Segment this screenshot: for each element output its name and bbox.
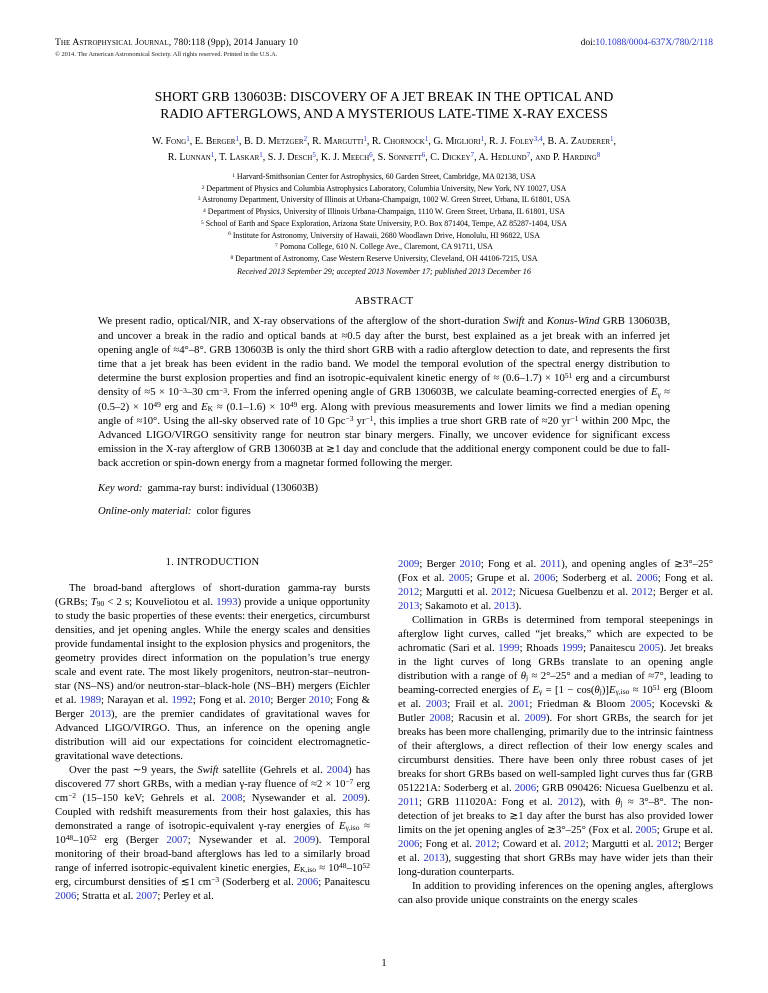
journal-issue-info: , 780:118 (9pp), 2014 January 10 — [168, 38, 298, 48]
citation-link[interactable]: 2005 — [638, 641, 661, 654]
doi-label: doi: — [580, 38, 596, 48]
citation-link[interactable]: 2011 — [540, 557, 562, 570]
citation-link[interactable]: 2005 — [630, 697, 652, 710]
affiliation-line: $^8$ Department of Astronomy, Case Western Reserve University, Cleveland, OH 44106-7215, USA — [230, 253, 538, 263]
citation-link[interactable]: 6 — [369, 151, 373, 160]
affiliation-line: $^5$ School of Earth and Space Exploration, Arizona State University, P.O. Box 871404, Tempe, AZ 85287-1404, USA — [200, 218, 567, 228]
affiliation-line: $^6$ Institute for Astronomy, University of Hawaii, 2680 Woodlawn Drive, Honolulu, HI 96822, USA — [228, 230, 540, 240]
paper-title — [70, 88, 698, 122]
citation-link[interactable]: 2009 — [293, 833, 316, 846]
citation-link[interactable]: 2013 — [493, 599, 516, 612]
citation-link[interactable]: 2007 — [166, 833, 188, 846]
intro-paragraph-4: In addition to providing inferences on the opening angles, afterglows can also provide unique constraints on the energy scales — [398, 879, 713, 906]
citation-link[interactable]: 2009 — [342, 791, 364, 804]
citation-link[interactable]: 2006 — [514, 781, 537, 794]
citation-link[interactable]: 2008 — [221, 791, 243, 804]
citation-link[interactable]: 2012 — [475, 837, 497, 850]
citation-link[interactable]: 1992 — [171, 693, 193, 706]
online-material-line — [98, 505, 670, 517]
citation-link[interactable]: 7 — [526, 151, 531, 160]
citation-link[interactable]: 1 — [610, 135, 614, 144]
intro-paragraph-2: Over the past ∼9 years, the Swift satellite (Gehrels et al. 2004) has discovered 77 short GRBs, with a median γ-ray fluence of $\approx 2 \times 10^{-7}$ erg $cm^{-2}$ (15–150 keV; Gehrels et al. 2008; Nysewander et al. 2009). Coupled with redshift measurements from their host galaxies, this has demonstrated a range of isotropic-equivalent γ-ray energies of $E\gamma,iso \approx 10^{48}-10^{52}$ erg (Berger 2007; Nysewander et al. 2009). Temporal monitoring of their broad-band afterglows has led to a similarly broad range of inferred isotropic-equivalent kinetic energies, $EK,iso \approx 10^{48}-10^{52}$ erg, circumburst densities of ≲1 $cm^{-3}$ (Soderberg et al. 2006; Panaitescu 2006; Stratta et al. 2007; Perley et al. — [55, 763, 371, 902]
paper-title-line2: RADIO AFTERGLOWS, AND A MYSTERIOUS LATE-TIME X-RAY EXCESS — [160, 106, 608, 121]
section-heading-introduction: 1. INTRODUCTION — [165, 556, 260, 568]
affiliation-line: $^4$ Department of Physics, University of Illinois Urbana-Champaign, 1110 W. Green Street, Urbana, IL 61801, USA — [203, 207, 565, 217]
citation-link[interactable]: 1 — [235, 135, 239, 144]
citation-link[interactable]: 2006 — [55, 889, 77, 902]
citation-link[interactable]: 1 — [424, 135, 429, 144]
citation-link[interactable]: 2009 — [398, 557, 420, 570]
citation-link[interactable]: 2013 — [423, 851, 445, 864]
citation-link[interactable]: 2010 — [308, 693, 331, 706]
citation-link[interactable]: 2012 — [564, 837, 586, 850]
citation-link[interactable]: 2 — [303, 135, 308, 144]
citation-link[interactable]: 3,4 — [533, 135, 543, 144]
intro-paragraph-2-continued: 2009; Berger 2010; Fong et al. 2011), and opening angles of ≳3°–25° (Fox et al. 2005; Grupe et al. 2006; Soderberg et al. 2006; Fong et al. 2012; Margutti et al. 2012; Nicuesa Guelbenzu et al. 2012; Berger et al. 2013; Sakamoto et al. 2013). — [398, 557, 713, 612]
citation-link[interactable]: 2005 — [448, 571, 470, 584]
author-line2: R. Lunnan$^1$, T. Laskar$^1$, S. J. Desch$^5$, K. J. Meech$^6$, S. Sonnett$^6$, C. Dickey$^7$, A. Hedlund$^7$, and P. Harding$^8$ — [167, 151, 601, 163]
affiliation-list — [0, 171, 768, 277]
affiliation-line: $^2$ Department of Physics and Columbia Astrophysics Laboratory, Columbia University, New York, NY 10027, USA — [201, 183, 567, 193]
citation-link[interactable]: 2007 — [136, 889, 158, 902]
author-line1: W. Fong$^1$, E. Berger$^1$, B. D. Metzger$^2$, R. Margutti$^1$, R. Chornock$^1$, G. Migliori$^1$, R. J. Foley$^{3,4}$, B. A. Zauderer$^1$, — [151, 135, 617, 147]
citation-link[interactable]: 7 — [470, 151, 475, 160]
page-number: 1 — [381, 958, 387, 969]
citation-link[interactable]: 8 — [596, 151, 601, 160]
citation-link[interactable]: 2012 — [631, 585, 653, 598]
keyword-label: Key word: — [98, 481, 143, 494]
citation-link[interactable]: 2013 — [89, 707, 112, 720]
affiliation-line: $^1$ Harvard-Smithsonian Center for Astrophysics, 60 Garden Street, Cambridge, MA 02138, USA — [232, 172, 536, 181]
right-column — [398, 557, 713, 907]
abstract-heading: ABSTRACT — [354, 295, 414, 308]
citation-link[interactable]: 2005 — [635, 823, 657, 836]
citation-link[interactable]: 2003 — [425, 697, 448, 710]
citation-link[interactable]: 2009 — [524, 711, 546, 724]
received-dates: Received 2013 September 29; accepted 2013 November 17; published 2013 December 16 — [237, 266, 531, 276]
paper-title-line1: SHORT GRB 130603B: DISCOVERY OF A JET BREAK IN THE OPTICAL AND — [154, 89, 614, 104]
author-list — [0, 134, 768, 166]
citation-link[interactable]: 1999 — [498, 641, 520, 654]
doi-link[interactable]: 10.1088/0004-637X/780/2/118 — [595, 38, 713, 48]
left-column — [55, 557, 370, 907]
citation-link[interactable]: 6 — [421, 151, 426, 160]
citation-link[interactable]: 2008 — [429, 711, 451, 724]
copyright-line: © 2014. The American Astronomical Society. All rights reserved. Printed in the U.S.A. — [55, 51, 278, 58]
citation-link[interactable]: 2013 — [398, 599, 420, 612]
citation-link[interactable]: 2001 — [508, 697, 530, 710]
online-material-label: Online-only material: — [98, 504, 192, 517]
two-column-body — [55, 557, 713, 907]
citation-link[interactable]: 2006 — [636, 571, 658, 584]
citation-link[interactable]: 1993 — [216, 595, 238, 608]
online-material-value: color figures — [196, 504, 251, 517]
citation-link[interactable]: 1 — [186, 135, 190, 144]
citation-link[interactable]: 2012 — [656, 837, 678, 850]
citation-link[interactable]: 2012 — [491, 585, 513, 598]
affiliation-line: $^3$ Astronomy Department, University of Illinois at Urbana-Champaign, 1002 W. Green Street, Urbana, IL 61801, USA — [197, 195, 571, 205]
citation-link[interactable]: 2010 — [249, 693, 271, 706]
citation-link[interactable]: 2011 — [398, 795, 419, 808]
citation-link[interactable]: 2004 — [326, 763, 349, 776]
citation-link[interactable]: 2012 — [557, 795, 580, 808]
keyword-value: gamma-ray burst: individual (130603B) — [147, 481, 319, 494]
citation-link[interactable]: 2006 — [398, 837, 420, 850]
intro-paragraph-1: The broad-band afterglows of short-duration gamma-ray bursts (GRBs; T90 < 2 s; Kouveliotou et al. 1993) provide a unique opportunity to study the basic properties of these events: their energetics, circumburst densities, and jet opening angles. While the energy scales and densities provide fundamental insight to the explosion physics and progenitors, the geometry provides direct information on the population’s true energy scale and event rate. The most likely progenitors, neutron-star–neutron-star (NS–NS) and/or neutron-star–black-hole (NS–BH) mergers (Eichler et al. 1989; Narayan et al. 1992; Fong et al. 2010; Berger 2010; Fong & Berger 2013), are the premier candidates of gravitational waves for Advanced LIGO/VIRGO. Thus, an inference on the opening angle distribution will aid our expectations for coincident electromagnetic-gravitational wave detections. — [55, 581, 370, 762]
intro-paragraph-3: Collimation in GRBs is determined from temporal steepenings in afterglow light curves, called “jet breaks,” which are expected to be achromatic (Sari et al. 1999; Rhoads 1999; Panaitescu 2005). Jet breaks in the light curves of long GRBs translate to an opening angle distribution with a range of θj ≈ 2°–25° and a median of ≈7°, leading to beaming-corrected energies of $E\gamma = [1 - \cos(\theta j)]E\gamma,iso \approx 10^{51}$ erg (Bloom et al. 2003; Frail et al. 2001; Friedman & Bloom 2005; Kocevski & Butler 2008; Racusin et al. 2009). For short GRBs, the search for jet breaks has been more challenging, primarily due to the intrinsic faintness of their afterglows, a direct reflection of their low energy scales and circumburst densities. There have been only three robust cases of jet breaks for short GRBs based on well-sampled light curves thus far (GRB 051221A: Soderberg et al. 2006; GRB 090426: Nicuesa Guelbenzu et al. 2011; GRB 111020A: Fong et al. 2012), with θj ≈ 3°–8°. The non-detection of jet breaks to ≳1 day after the burst has also provided lower limits on the jet opening angles of ≳3°–25° (Fox et al. 2005; Grupe et al. 2006; Fong et al. 2012; Coward et al. 2012; Margutti et al. 2012; Berger et al. 2013), suggesting that short GRBs may have wider jets than their long-duration counterparts. — [398, 613, 714, 878]
citation-link[interactable]: 1999 — [561, 641, 584, 654]
citation-link[interactable]: 5 — [312, 151, 316, 160]
citation-link[interactable]: 2010 — [459, 557, 481, 570]
affiliation-line: $^7$ Pomona College, 610 N. College Ave., Claremont, CA 91711, USA — [275, 242, 493, 252]
abstract-body: We present radio, optical/NIR, and X-ray observations of the afterglow of the short-duration Swift and Konus-Wind GRB 130603B, and uncover a break in the radio and optical bands at ≈0.5 day after the burst, best explained as a jet break with an inferred jet opening angle of ≈4°–8°. GRB 130603B is only the third short GRB with a radio afterglow detection to date, and represents the first time that a jet break has been evident in the radio band. We model the temporal evolution of the spectral energy distribution to determine the burst explosion properties and find an isotropic-equivalent kinetic energy of ≈ $(0.6-1.7) \times 10^{51}$ erg and a circumburst density of $\approx 5 \times 10^{-3}-30$ $cm^{-3}$. From the inferred opening angle of GRB 130603B, we calculate beaming-corrected energies of $E\gamma \approx (0.5-2) \times 10^{49}$ erg and EK ≈ $(0.1-1.6) \times 10^{49}$ erg. Along with previous measurements and lower limits we find a median opening angle of ≈10°. Using the all-sky observed rate of 10 Gpc$^{-3}$ $yr^{-1}$, this implies a true short GRB rate of ≈20 $yr^{-1}$ within 200 Mpc, the Advanced LIGO/VIRGO sensitivity range for neutron star binary mergers. Finally, we uncover evidence for significant excess emission in the X-ray afterglow of GRB 130603B at ≳1 day and conclude that the additional energy component could be due to fall-back accretion or spin-down energy from a magnetar formed following the merger. — [98, 315, 671, 470]
citation-link[interactable]: 1 — [480, 135, 484, 144]
citation-link[interactable]: 2012 — [398, 585, 420, 598]
citation-link[interactable]: 2006 — [296, 875, 319, 888]
citation-link[interactable]: 1 — [259, 151, 263, 160]
journal-name: The Astrophysical Journal — [55, 38, 169, 48]
citation-link[interactable]: 1 — [210, 151, 215, 160]
citation-link[interactable]: 2006 — [533, 571, 556, 584]
citation-link[interactable]: 1 — [363, 135, 367, 144]
keyword-line — [98, 482, 670, 494]
citation-link[interactable]: 1989 — [79, 693, 102, 706]
